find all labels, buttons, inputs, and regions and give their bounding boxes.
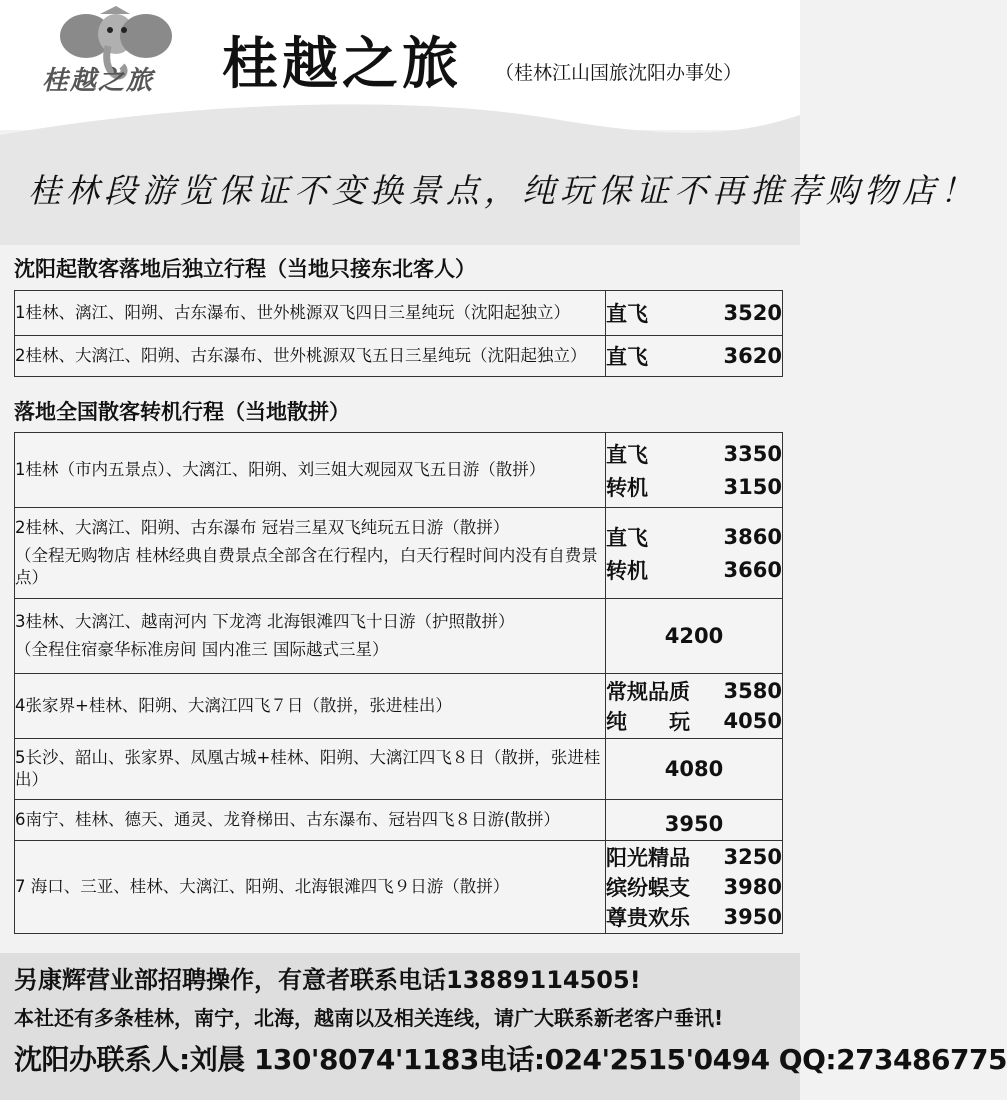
table-row: [15, 841, 783, 934]
table-row: [15, 508, 783, 599]
price-value: 3520: [723, 301, 782, 325]
route-desc: 3桂林、大漓江、越南河内 下龙湾 北海银滩四飞十日游（护照散拼）: [15, 612, 515, 631]
price-label: 常规品质: [606, 680, 690, 704]
section2-title: 落地全国散客转机行程（当地散拼）: [14, 400, 350, 424]
price-value: 3980: [723, 875, 782, 899]
price-cell: [606, 800, 783, 841]
price-cell: [606, 841, 783, 934]
price-label: 直飞: [606, 442, 648, 467]
price-cell: [606, 739, 783, 800]
price-line: [606, 553, 782, 586]
price-cell: [606, 674, 783, 739]
price-label: 纯 玩: [606, 710, 690, 734]
price-line: [606, 842, 782, 872]
brand-subtitle: （桂林江山国旅沈阳办事处）: [495, 62, 743, 84]
price-value: 3950: [723, 905, 782, 929]
price-value: 4080: [664, 757, 724, 781]
price-value: 3950: [664, 812, 724, 836]
price-value: 3860: [723, 524, 782, 549]
price-value: 3620: [723, 344, 782, 368]
route-desc: 7 海口、三亚、桂林、大漓江、阳朔、北海银滩四飞９日游（散拼）: [15, 841, 606, 934]
price-label: 转机: [606, 475, 648, 500]
table-row: [15, 674, 783, 739]
price-cell: [606, 508, 783, 599]
table-row: [15, 739, 783, 800]
price-value: 3350: [723, 441, 782, 466]
price-value: 3660: [723, 557, 782, 582]
route-note: （全程住宿豪华标准房间 国内准三 国际越式三星）: [15, 640, 389, 659]
price-cell: [606, 291, 783, 336]
table-row: [15, 291, 783, 336]
section2-table: [14, 432, 783, 934]
contact-info: 沈阳办联系人:刘晨 130'8074'1183电话:024'2515'0494 QQ:273486775: [14, 1043, 1007, 1076]
price-cell: [606, 433, 783, 508]
price-label: 转机: [606, 558, 648, 583]
route-desc: 2桂林、大漓江、阳朔、古东瀑布、世外桃源双飞五日三星纯玩（沈阳起独立）: [15, 336, 606, 377]
price-value: 3250: [723, 845, 782, 869]
route-desc-cell: [15, 508, 606, 599]
table-row: [15, 433, 783, 508]
price-label: 阳光精品: [606, 846, 690, 870]
brand-title: 桂越之旅: [222, 31, 462, 97]
price-line: [606, 437, 782, 470]
price-line: [606, 297, 782, 330]
section1-table: [14, 290, 783, 377]
price-line: [606, 872, 782, 902]
logo-text: 桂越之旅: [42, 66, 155, 96]
price-line: [606, 676, 782, 706]
price-line: [606, 706, 782, 736]
price-line: [606, 902, 782, 932]
price-value: 3580: [723, 679, 782, 703]
price-line: [606, 340, 782, 373]
route-desc: 4张家界+桂林、阳朔、大漓江四飞７日（散拼，张进桂出）: [15, 674, 606, 739]
price-label: 直飞: [606, 345, 648, 369]
price-label: 尊贵欢乐: [606, 906, 690, 930]
price-line: [606, 520, 782, 553]
route-note: （全程无购物店 桂林经典自费景点全部含在行程内，白天行程时间内没有自费景点）: [15, 546, 598, 587]
price-label: 缤纷蜈支: [606, 876, 690, 900]
route-desc-cell: [15, 599, 606, 674]
table-row: [15, 336, 783, 377]
route-desc: 2桂林、大漓江、阳朔、古东瀑布 冠岩三星双飞纯玩五日游（散拼）: [15, 518, 510, 537]
route-desc: 1桂林、漓江、阳朔、古东瀑布、世外桃源双飞四日三星纯玩（沈阳起独立）: [15, 291, 606, 336]
route-desc: 1桂林（市内五景点）、大漓江、阳朔、刘三姐大观园双飞五日游（散拼）: [15, 433, 606, 508]
price-label: 直飞: [606, 525, 648, 550]
price-cell: [606, 336, 783, 377]
price-label: 直飞: [606, 302, 648, 326]
price-value: 4050: [723, 709, 782, 733]
route-desc: 6南宁、桂林、德天、通灵、龙脊梯田、古东瀑布、冠岩四飞８日游(散拼）: [15, 800, 606, 841]
table-row: [15, 599, 783, 674]
table-row: [15, 800, 783, 841]
more-routes-notice: 本社还有多条桂林，南宁，北海，越南以及相关连线，请广大联系新老客户垂讯!: [14, 1006, 724, 1030]
section1-title: 沈阳起散客落地后独立行程（当地只接东北客人）: [14, 257, 476, 281]
route-desc: 5长沙、韶山、张家界、凤凰古城+桂林、阳朔、大漓江四飞８日（散拼，张进桂出）: [15, 739, 606, 800]
price-value: 4200: [664, 624, 724, 648]
price-line: [606, 470, 782, 503]
price-cell: [606, 599, 783, 674]
price-value: 3150: [723, 474, 782, 499]
slogan: 桂林段游览保证不变换景点，纯玩保证不再推荐购物店！: [28, 171, 978, 210]
recruit-notice: 另康辉营业部招聘操作，有意者联系电话13889114505!: [14, 966, 641, 994]
